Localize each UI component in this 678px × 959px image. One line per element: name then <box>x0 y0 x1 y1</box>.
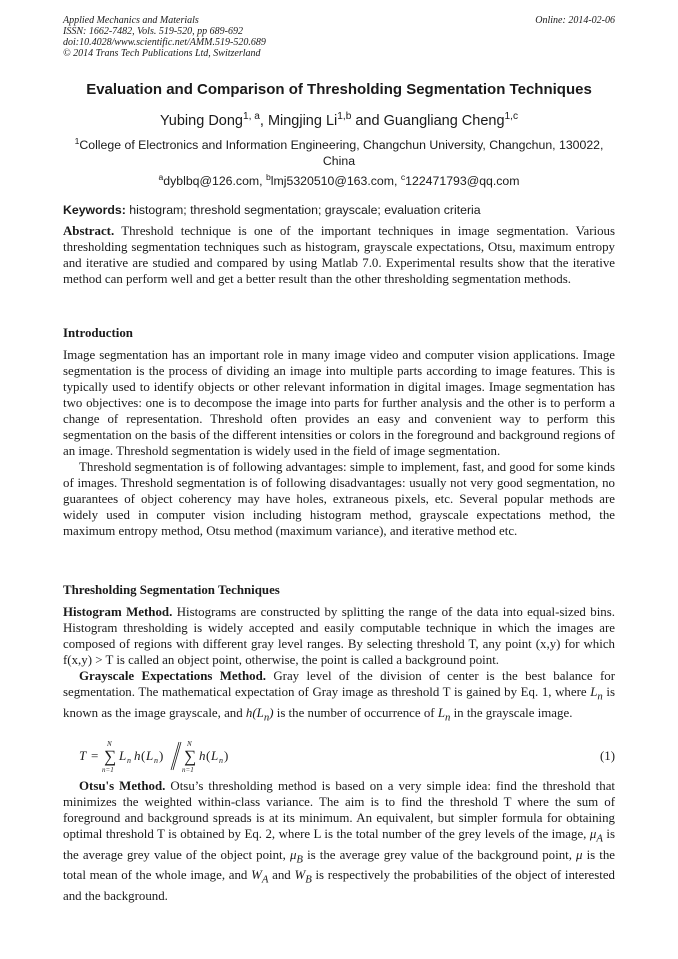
math-mu-B: $\mu_B$ <box>289 847 303 866</box>
equation-number: (1) <box>599 749 615 763</box>
affiliation-text: College of Electronics and Information Engineering, Changchun University, Changchun, 130022, China <box>79 138 604 168</box>
equation-1-formula <box>79 740 279 774</box>
math-mu: μ <box>576 847 583 862</box>
affiliation <box>63 137 615 169</box>
keywords-text: histogram; threshold segmentation; grayscale; evaluation criteria <box>125 203 481 217</box>
svg-text:n=1: n=1 <box>102 766 114 774</box>
author-name: Yubing Dong <box>159 113 243 129</box>
email-link[interactable]: lmj5320510@163.com, <box>270 174 401 188</box>
section-heading-introduction: Introduction <box>63 326 133 340</box>
otsu-text: Otsu’s thresholding method is based on a very simple idea: find the threshold that minimizes the weighted within-class variance. The aim is to find the threshold T where the sum of foreground and background spreads is at its minimum. An equivalent, but simpler formula for obtaining optimal threshold T is obtained by Eq. 2, where L is the total number of the grey levels of the image, <box>63 779 615 841</box>
email-list <box>0 171 678 188</box>
svg-text:(: ( <box>141 748 146 763</box>
math-W-A: $W_A$ <box>251 868 269 886</box>
paper-title: Evaluation and Comparison of Thresholding Segmentation Techniques <box>86 81 592 98</box>
math-mu-A: $\mu_A$ <box>589 827 603 845</box>
abstract-label: Abstract. <box>63 224 115 238</box>
online-date: Online: 2014-02-06 <box>535 15 615 26</box>
svg-text:n: n <box>127 756 131 765</box>
histogram-paragraph <box>63 604 615 668</box>
grayscale-text: in the grayscale image. <box>450 705 573 720</box>
otsu-label: Otsu's Method. <box>79 779 166 793</box>
svg-text:L: L <box>211 748 219 763</box>
math-Ln: $L_n$ <box>590 685 603 703</box>
keywords-label: Keywords: <box>63 203 126 217</box>
section-heading-techniques: Thresholding Segmentation Techniques <box>63 583 280 597</box>
svg-text:L: L <box>146 748 154 763</box>
author-separator: , <box>259 113 268 129</box>
paragraph: Image segmentation has an important role in many image video and computer vision applications. Image segmentation is the process of dividing an image into multiple parts according to image features. This is typically used to identify objects or other relevant information in digital images. Image segmentation has two objectives: one is to decompose the image into parts for further analysis and the other is to perform a change of representation. Threshold often provides an easy and convenient way to perform this segmentation on the basis of the different intensities or colors in the foreground and background regions of an image. Threshold segmentation is widely used in the field of image segmentation. <box>63 348 615 458</box>
math-h-Ln: $h(L_n)$ <box>245 705 274 724</box>
email-link[interactable]: 122471793@qq.com <box>405 174 520 188</box>
email-link[interactable]: dyblbq@126.com, <box>163 174 266 188</box>
otsu-text: is respectively the probabilities of the object of interested and the background. <box>63 868 615 903</box>
grayscale-text: Gray level of the division of center is the best balance for segmentation. The mathematical expectation of Gray image as threshold T is gained by Eq. 1, where <box>63 669 616 699</box>
histogram-label: Histogram Method. <box>63 605 173 619</box>
email-superscript: b <box>265 171 271 182</box>
grayscale-label: Grayscale Expectations Method. <box>79 669 266 683</box>
svg-text:n: n <box>154 756 158 765</box>
svg-text:N: N <box>187 740 192 748</box>
svg-text:L: L <box>119 748 127 763</box>
otsu-text: is the average grey value of the background point, <box>303 847 577 862</box>
svg-text:h: h <box>134 748 141 763</box>
abstract <box>63 223 615 287</box>
equation-1 <box>63 740 615 774</box>
issn-line: ISSN: 1662-7482, Vols. 519-520, pp 689-692 <box>63 26 243 37</box>
author-separator: and <box>351 113 384 129</box>
grayscale-text: is the number of occurrence of <box>273 705 438 720</box>
histogram-text: Histograms are constructed by splitting the range of the data into equal-sized bins. Histogram thresholding is widely accepted and easily computable technique in which the images are composed of regions with different gray level ranges. By selecting threshold T, any point (x,y) for which f(x,y) > T is called an object point, otherwise, the point is called a background point. <box>63 605 615 667</box>
author-superscript: 1,c <box>504 111 519 123</box>
techniques-section <box>63 604 615 725</box>
svg-text:∑: ∑ <box>104 747 117 766</box>
svg-text:): ) <box>159 748 164 763</box>
otsu-text: is the total mean of the whole image, and <box>63 847 616 883</box>
svg-text:∑: ∑ <box>184 747 197 766</box>
svg-text:(: ( <box>206 748 211 763</box>
author-superscript: 1,b <box>337 111 352 123</box>
otsu-text: and <box>268 868 295 883</box>
author-name: Mingjing Li <box>267 113 338 129</box>
introduction-section <box>63 347 615 539</box>
keywords <box>63 203 615 217</box>
svg-text:n: n <box>219 756 223 765</box>
email-superscript: c <box>400 171 406 182</box>
math-Ln: $L_n$ <box>437 705 451 724</box>
svg-text:=: = <box>91 748 99 763</box>
author-superscript: 1, a <box>242 111 260 123</box>
svg-text:N: N <box>107 740 112 748</box>
journal-header <box>63 15 266 59</box>
affiliation-superscript: 1 <box>74 135 80 146</box>
journal-name: Applied Mechanics and Materials <box>63 15 199 26</box>
copyright-line: © 2014 Trans Tech Publications Ltd, Switzerland <box>63 48 261 59</box>
grayscale-text: is known as the image grayscale, and <box>63 685 616 720</box>
svg-text:n=1: n=1 <box>182 766 194 774</box>
svg-text:T: T <box>79 748 87 763</box>
author-list <box>0 113 678 129</box>
grayscale-paragraph <box>63 668 615 725</box>
abstract-text: Threshold technique is one of the important techniques in image segmentation. Various thresholding segmentation techniques such as histogram, grayscale expectations, Otsu, maximum entropy and iterative are studied and compared by using Matlab 7.0. Experimental results show that the iterative method can perform well and get a better result than the other thresholding segmentation methods. <box>63 224 615 286</box>
paragraph: Threshold segmentation is of following advantages: simple to implement, fast, and good for some kinds of images. Threshold segmentation is of following disadvantages: usually not very good segmentation, no guarantees of object coherency may have holes, extraneous pixels, etc. Several popular methods are widely used in computer vision including histogram method, grayscale expectations method, the maximum entropy method, Otsu method (maximum variance), and iterative method etc. <box>63 460 615 538</box>
otsu-paragraph <box>63 778 615 904</box>
email-superscript: a <box>158 171 164 182</box>
math-W-B: $W_B$ <box>294 868 312 886</box>
otsu-text: is the average grey value of the object point, <box>63 827 615 862</box>
author-name: Guangliang Cheng <box>383 113 505 129</box>
doi-line: doi:10.4028/www.scientific.net/AMM.519-520.689 <box>63 37 266 48</box>
svg-text:): ) <box>224 748 229 763</box>
svg-text:h: h <box>199 748 206 763</box>
